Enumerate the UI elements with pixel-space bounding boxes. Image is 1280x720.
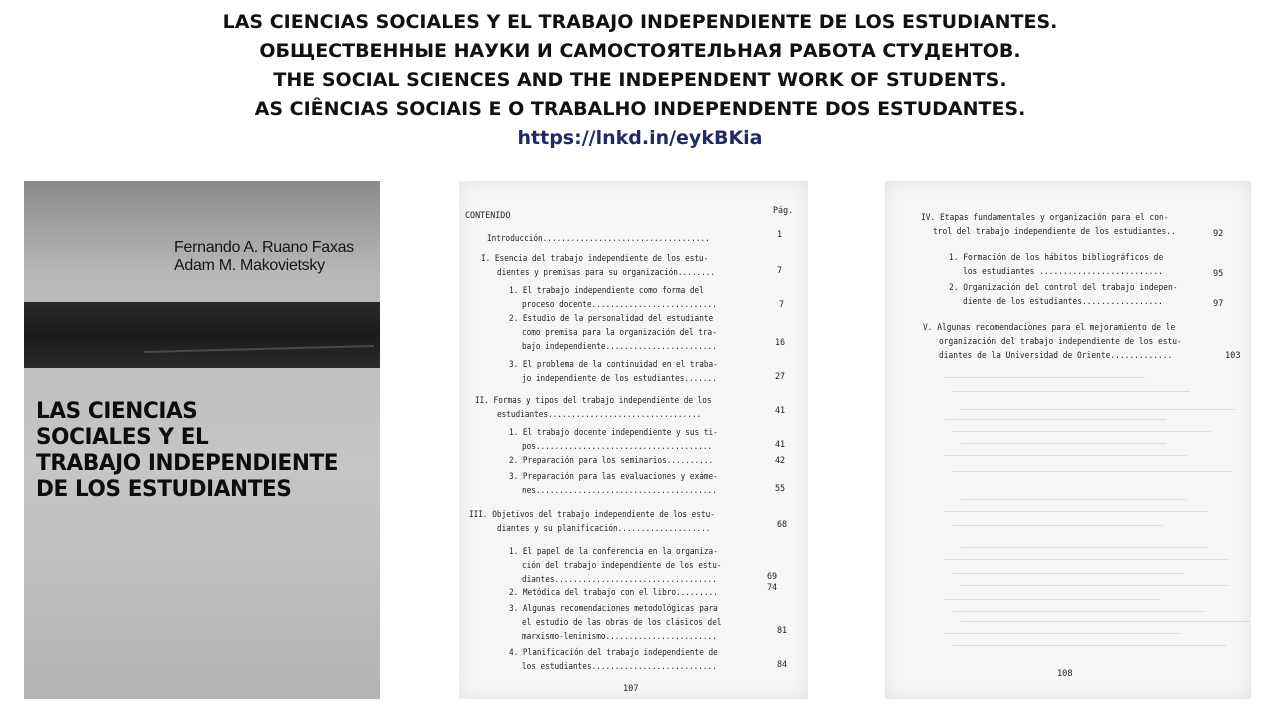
contents-entry: 2. Preparación para los seminarios.......... (509, 455, 714, 465)
contents-entry: 1. El trabajo docente independiente y sus ti- (509, 427, 718, 437)
contents-entry: 2. Metódica del trabajo con el libro......... (509, 587, 718, 597)
contents-entry: 3. Preparación para las evaluaciones y exáme- (509, 471, 718, 481)
contents-entry: proceso docente........................... (522, 299, 717, 309)
contents-entry: diantes de la Universidad de Oriente............. (939, 351, 1173, 361)
contents-entry: bajo independiente........................ (522, 341, 717, 351)
contents-entry: diente de los estudiantes................. (963, 297, 1163, 307)
show-through-line (953, 391, 1190, 392)
contents-entry: V. Algunas recomendaciones para el mejoramiento de le (923, 323, 1176, 333)
show-through-line (961, 585, 1229, 586)
contents-entry: 2. Organización del control del trabajo indepen- (949, 283, 1178, 293)
contents-entry: el estudio de las obras de los clásicos del (522, 617, 722, 627)
contents-page-ref: 97 (1213, 299, 1224, 309)
contents-entry: diantes................................... (522, 574, 717, 584)
page-column-label: Pág. (773, 205, 794, 215)
contents-page-ref: 16 (775, 337, 786, 347)
contents-entry: IV. Etapas fundamentales y organización para el con- (921, 213, 1169, 223)
contents-entry: 1. El trabajo independiente como forma del (509, 285, 704, 295)
show-through-line (945, 599, 1160, 600)
contents-page-ref: 68 (777, 519, 788, 529)
contents-entry: pos...................................... (522, 441, 713, 451)
contents-entry: dientes y premisas para su organización........ (497, 267, 716, 277)
contents-page-ref: 7 (777, 265, 783, 275)
show-through-line (961, 547, 1208, 548)
cover-title-line: TRABAJO INDEPENDIENTE (36, 451, 339, 476)
contents-page-108 (885, 181, 1251, 699)
contents-entry: como premisa para la organización del tra- (522, 327, 717, 337)
contents-entry: I. Esencia del trabajo independiente de los estu- (481, 253, 709, 263)
show-through-line (961, 409, 1235, 410)
title-spanish: LAS CIENCIAS SOCIALES Y EL TRABAJO INDEPENDIENTE DE LOS ESTUDIANTES. (222, 11, 1058, 33)
contents-page-ref: 74 (767, 582, 778, 592)
contents-entry: nes....................................... (522, 485, 717, 495)
slide-header (0, 8, 1280, 153)
show-through-line (961, 621, 1250, 622)
contents-page-ref: 41 (775, 439, 786, 449)
contents-entry: 1. Formación de los hábitos bibliográficos de (949, 253, 1164, 263)
book-cover (24, 181, 380, 699)
show-through-line (945, 633, 1181, 634)
title-english: THE SOCIAL SCIENCES AND THE INDEPENDENT WORK OF STUDENTS. (273, 69, 1007, 91)
contents-entry: diantes y su planificación.................... (497, 523, 711, 533)
contents-page-ref: 95 (1213, 269, 1224, 279)
contents-page-ref: 81 (777, 625, 788, 635)
contents-page-ref: 84 (777, 659, 788, 669)
author-1: Fernando A. Ruano Faxas (174, 239, 354, 256)
contents-entry: los estudiantes........................... (522, 661, 717, 671)
contents-entry: III. Objetivos del trabajo independiente de los estu- (469, 509, 715, 519)
contents-entry: ción del trabajo independiente de los estu- (522, 560, 722, 570)
show-through-line (945, 455, 1187, 456)
contents-entry: 4. Planificación del trabajo independiente de (509, 647, 718, 657)
contents-page-ref: 69 (767, 571, 778, 581)
cover-authors (174, 239, 354, 275)
cover-title-line: LAS CIENCIAS (36, 399, 198, 424)
contents-page-ref: 103 (1225, 351, 1241, 361)
contents-entry: II. Formas y tipos del trabajo independiente de los (475, 395, 712, 405)
show-through-line (961, 499, 1187, 500)
show-through-line (961, 443, 1166, 444)
contents-heading: CONTENIDO (465, 210, 511, 220)
contents-page-ref: 42 (775, 455, 786, 465)
cover-title (36, 399, 338, 503)
contents-page-ref: 1 (777, 229, 783, 239)
contents-entry: 2. Estudio de la personalidad del estudiante (509, 313, 714, 323)
contents-entry: 3. El problema de la continuidad en el traba- (509, 359, 718, 369)
contents-page-ref: 92 (1213, 229, 1224, 239)
contents-page-ref: 55 (775, 483, 786, 493)
page-number: 108 (1057, 669, 1073, 679)
show-through-line (953, 431, 1211, 432)
show-through-line (945, 559, 1229, 560)
contents-page-ref: 27 (775, 371, 786, 381)
show-through-line (945, 511, 1208, 512)
contents-entry: Introducción.................................... (487, 233, 710, 243)
contents-entry: los estudiantes .......................... (963, 267, 1163, 277)
title-russian: ОБЩЕСТВЕННЫЕ НАУКИ И САМОСТОЯТЕЛЬНАЯ РАБОТА СТУДЕНТОВ. (259, 40, 1021, 62)
cover-dark-band (24, 302, 380, 368)
contents-entry: 1. El papel de la conferencia en la organiza- (509, 546, 718, 556)
show-through-line (945, 377, 1145, 378)
title-portuguese: AS CIÊNCIAS SOCIAIS E O TRABALHO INDEPENDENTE DOS ESTUDANTES. (254, 98, 1026, 120)
contents-entry: 3. Algunas recomendaciones metodológicas para (509, 603, 718, 613)
contents-entry: estudiantes................................. (497, 409, 702, 419)
contents-entry: trol del trabajo independiente de los estudiantes.. (933, 227, 1176, 237)
cover-title-line: DE LOS ESTUDIANTES (36, 477, 292, 502)
author-2: Adam M. Makovietsky (174, 257, 325, 274)
contents-page-ref: 7 (779, 299, 785, 309)
show-through-line (953, 645, 1226, 646)
show-through-line (953, 525, 1163, 526)
page-number: 107 (623, 684, 639, 694)
show-through-line (953, 573, 1184, 574)
contents-entry: jo independiente de los estudiantes....... (522, 373, 717, 383)
contents-page-ref: 41 (775, 405, 786, 415)
cover-title-line: SOCIALES Y EL (36, 425, 209, 450)
contents-entry: organización del trabajo independiente de los estu- (939, 337, 1182, 347)
contents-page-107 (459, 181, 808, 699)
download-link[interactable]: https://lnkd.in/eykBKia (517, 127, 763, 149)
contents-entry: marxismo-leninismo........................ (522, 631, 717, 641)
show-through-line (953, 611, 1205, 612)
show-through-line (945, 419, 1166, 420)
show-through-line (953, 471, 1232, 472)
